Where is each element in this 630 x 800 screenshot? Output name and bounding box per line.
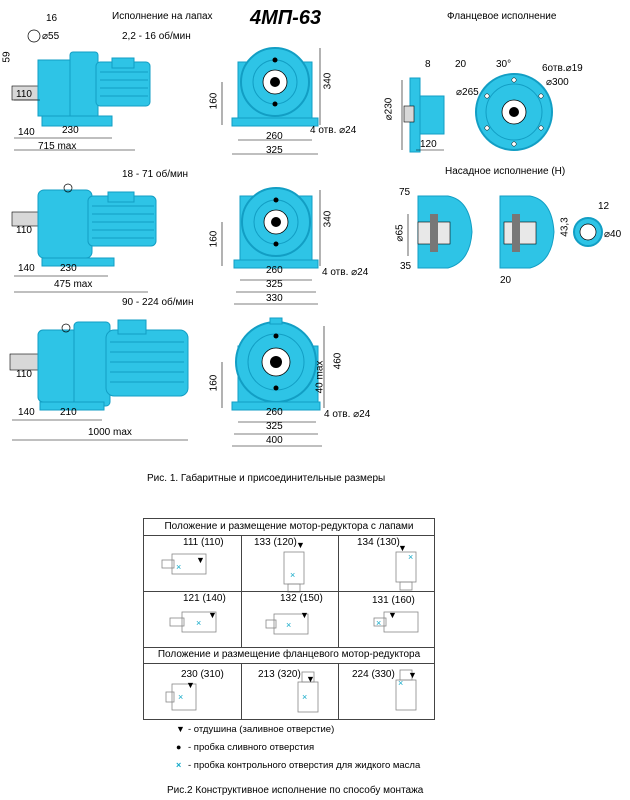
diagram-title: 4МП-63 — [250, 7, 322, 29]
dim-mount-d65: ⌀65 — [394, 224, 406, 242]
flange-version-heading: Фланцевое исполнение — [447, 11, 557, 22]
dim-110-2: 110 — [16, 225, 32, 236]
dim-mount-d40: ⌀40 — [604, 229, 622, 240]
dim-110-3: 110 — [16, 369, 32, 380]
dim-mount-35: 35 — [400, 261, 412, 272]
speed-label-2: 18 - 71 об/мин — [122, 169, 188, 180]
dim-holes-1: 4 отв. ⌀24 — [310, 125, 357, 136]
mounting-table — [143, 518, 435, 720]
dim-flange-6holes: 6отв.⌀19 — [542, 63, 583, 74]
motor-view-3-side — [10, 320, 188, 440]
foot-version-heading: Исполнение на лапах — [112, 11, 213, 22]
table-code-111: 111 (110) — [183, 537, 224, 548]
table-code-133: 133 (120) — [254, 537, 297, 548]
svg-text:×: × — [398, 678, 404, 688]
dim-mount-43-3: 43,3 — [559, 217, 571, 237]
dim-460-3: 460 — [332, 352, 344, 370]
dim-mount-20: 20 — [500, 275, 512, 286]
table-code-121: 121 (140) — [183, 593, 226, 604]
svg-text:▼: ▼ — [398, 543, 407, 553]
dim-flange-d265: ⌀265 — [456, 87, 479, 98]
dim-140-1: 140 — [18, 127, 35, 138]
table-code-213: 213 (320) — [258, 669, 301, 680]
svg-text:▼: ▼ — [300, 610, 309, 620]
dim-flange-30deg: 30° — [496, 59, 512, 70]
flange-view-front — [476, 74, 552, 150]
dim-140-2: 140 — [18, 263, 35, 274]
dim-flange-8: 8 — [425, 59, 431, 70]
svg-text:×: × — [376, 618, 382, 628]
dim-mount-75: 75 — [399, 187, 411, 198]
vent-marker-icon: ▼ — [176, 724, 185, 734]
svg-text:×: × — [176, 562, 182, 572]
mounted-view-left — [408, 196, 472, 268]
mounted-view-right — [500, 196, 602, 268]
table-code-230: 230 (310) — [181, 669, 224, 680]
dim-230-2: 230 — [60, 263, 77, 274]
svg-text:▼: ▼ — [408, 670, 417, 680]
svg-text:×: × — [408, 552, 414, 562]
dim-325-3: 325 — [266, 421, 283, 432]
dim-d55: ⌀55 — [42, 31, 60, 42]
dim-260-1: 260 — [266, 131, 283, 142]
speed-label-3: 90 - 224 об/мин — [122, 297, 194, 308]
dim-flange-d230: ⌀230 — [383, 97, 395, 121]
svg-text:▼: ▼ — [388, 610, 397, 620]
mounted-version-heading: Насадное исполнение (Н) — [445, 166, 566, 177]
svg-text:▼: ▼ — [196, 555, 205, 565]
dim-330-2: 330 — [266, 293, 283, 304]
dim-holes-2: 4 отв. ⌀24 — [322, 267, 369, 278]
dim-40max: 40 max — [314, 360, 326, 394]
dim-160-3: 160 — [208, 374, 220, 392]
dim-325-1: 325 — [266, 145, 283, 156]
dim-475: 475 max — [54, 279, 93, 290]
figure-2-caption: Рис.2 Конструктивное исполнение по способу монтажа — [167, 785, 424, 796]
dim-340-2: 340 — [322, 210, 334, 228]
dim-160-1: 160 — [208, 92, 220, 110]
dim-flange-20: 20 — [455, 59, 467, 70]
table-header-flange: Положение и размещение фланцевого мотор-редуктора — [144, 647, 434, 664]
speed-label-1: 2,2 - 16 об/мин — [122, 31, 191, 42]
legend-vent-text: - отдушина (заливное отверстие) — [188, 724, 335, 735]
svg-text:×: × — [286, 620, 292, 630]
dim-16: 16 — [46, 13, 58, 24]
check-marker-icon: × — [176, 760, 182, 770]
legend-drain — [176, 742, 314, 753]
dim-110-1: 110 — [16, 89, 32, 100]
dim-160-2: 160 — [208, 230, 220, 248]
svg-text:▼: ▼ — [208, 610, 217, 620]
dim-260-3: 260 — [266, 407, 283, 418]
legend-vent — [176, 724, 334, 735]
dim-210-3: 210 — [60, 407, 77, 418]
svg-text:▼: ▼ — [306, 674, 315, 684]
motor-view-2-side — [12, 184, 156, 292]
dim-59: 59 — [1, 51, 13, 63]
svg-text:×: × — [290, 570, 296, 580]
svg-text:×: × — [196, 618, 202, 628]
legend-drain-text: - пробка сливного отверстия — [188, 742, 315, 753]
dim-230-1: 230 — [62, 125, 79, 136]
dim-140-3: 140 — [18, 407, 35, 418]
dim-260-2: 260 — [266, 265, 283, 276]
dim-325-2: 325 — [266, 279, 283, 290]
dim-400-3: 400 — [266, 435, 283, 446]
table-code-132: 132 (150) — [280, 593, 323, 604]
table-code-224: 224 (330) — [352, 669, 395, 680]
table-code-134: 134 (130) — [357, 537, 400, 548]
svg-text:▼: ▼ — [296, 540, 305, 550]
drain-marker-icon: ● — [176, 742, 182, 752]
svg-text:×: × — [178, 692, 184, 702]
dim-mount-12: 12 — [598, 201, 610, 212]
figure-1-caption: Рис. 1. Габаритные и присоединительные размеры — [147, 473, 386, 484]
dim-flange-120: 120 — [420, 139, 437, 150]
svg-text:×: × — [302, 692, 308, 702]
dim-1000: 1000 max — [88, 427, 132, 438]
legend-check-text: - пробка контрольного отверстия для жидкого масла — [188, 760, 421, 771]
table-code-131: 131 (160) — [372, 595, 415, 606]
legend-check — [176, 760, 420, 771]
dim-holes-3: 4 отв. ⌀24 — [324, 409, 371, 420]
table-header-foot: Положение и размещение мотор-редуктора с лапами — [144, 519, 434, 536]
dim-flange-d300: ⌀300 — [546, 77, 569, 88]
svg-text:▼: ▼ — [186, 680, 195, 690]
dim-340-1: 340 — [322, 72, 334, 90]
dim-715: 715 max — [38, 141, 77, 152]
